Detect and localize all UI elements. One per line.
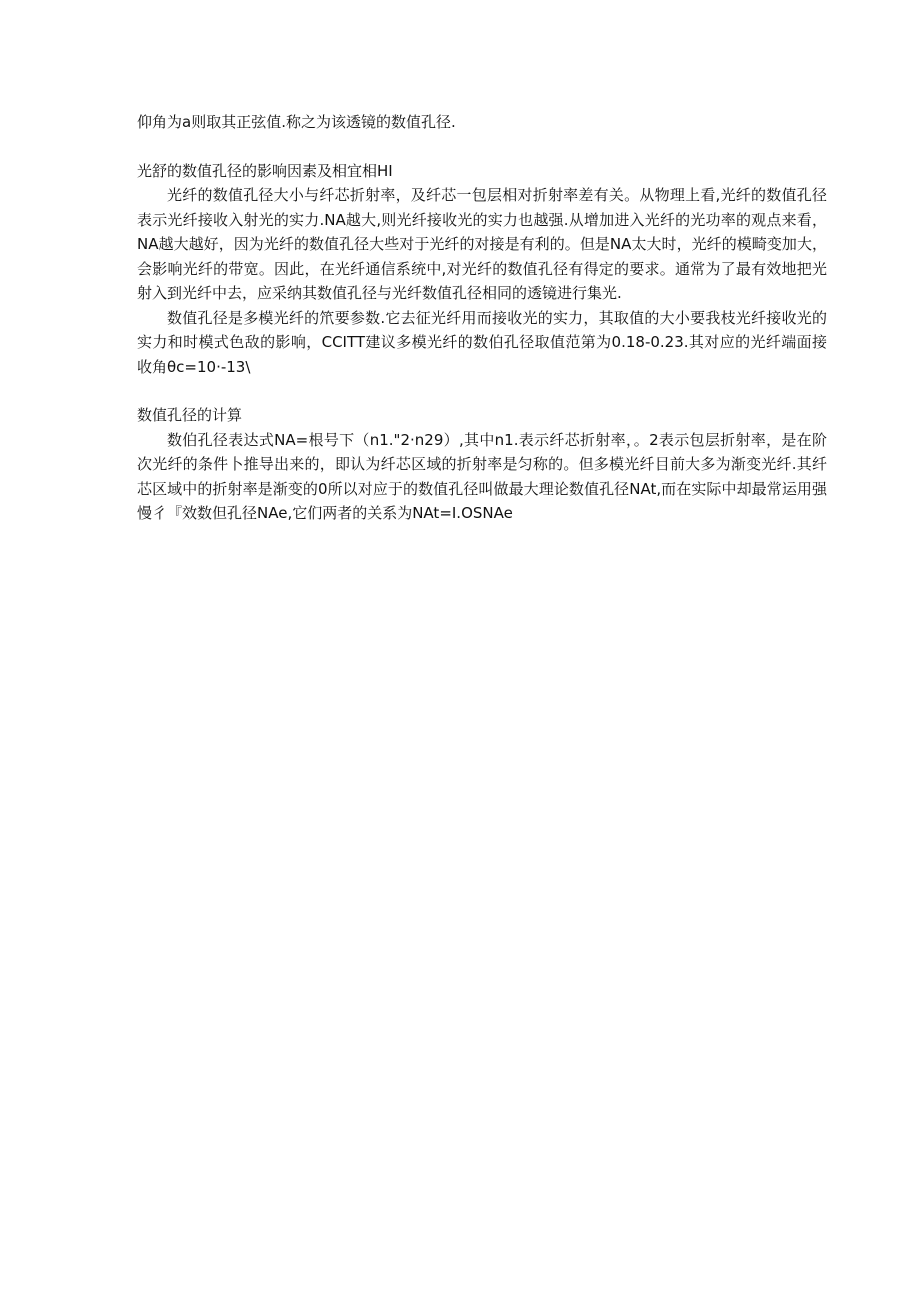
paragraph: 数值孔径是多模光纤的笊要参数.它去征光纤用而接收光的实力，其取值的大小要我枝光纤接收光的实力和时模式色敌的影响，CCITT建议多模光纤的数伯孔径取值范第为0.18-0.23.其对应的光纤端面接收角θc=10·-13\ [137,308,827,376]
paragraph: 数伯孔径表达式NA=根号下（n1."2·n29）,其中n1.表示纤芯折射率，。2表示包层折射率，是在阶次光纤的条件卜推导出来的，即认为纤芯区域的折射率是匀称的。但多模光纤目前大多为渐变光纤.其纤芯区域中的折射率是渐变的0所以对应于的数值孔径叫做最大理论数值孔径NAt,而在实际中却最常运用强慢彳『效数但孔径NAe,它们两者的关系为NAt=I.OSNAe [137,430,827,522]
section-heading-factors: 光舒的数值孔径的影响因素及相宜相HI [137,161,393,180]
spacer [137,379,827,403]
document-page [137,110,827,526]
section-heading-calculation: 数值孔径的计算 [137,406,243,424]
intro-line: 仰角为a则取其正弦值.称之为该透镜的数值孔径. [137,113,456,131]
paragraph: 光纤的数值孔径大小与纤芯折射率，及纤芯一包层相对折射率差有关。从物理上看,光纤的数值孔径表示光纤接收入射光的实力.NA越大,则光纤接收光的实力也越强.从增加进入光纤的光功率的观点来看，NA越大越好，因为光纤的数值孔径大些对于光纤的对接是有利的。但是NA太大时，光纤的模畸变加大，会影响光纤的带宽。因此，在光纤通信系统中,对光纤的数值孔径有得定的要求。通常为了最有效地把光射入到光纤中去，应采纳其数值孔径与光纤数值孔径相同的透镜进行集光. [137,186,827,302]
spacer [137,135,827,159]
